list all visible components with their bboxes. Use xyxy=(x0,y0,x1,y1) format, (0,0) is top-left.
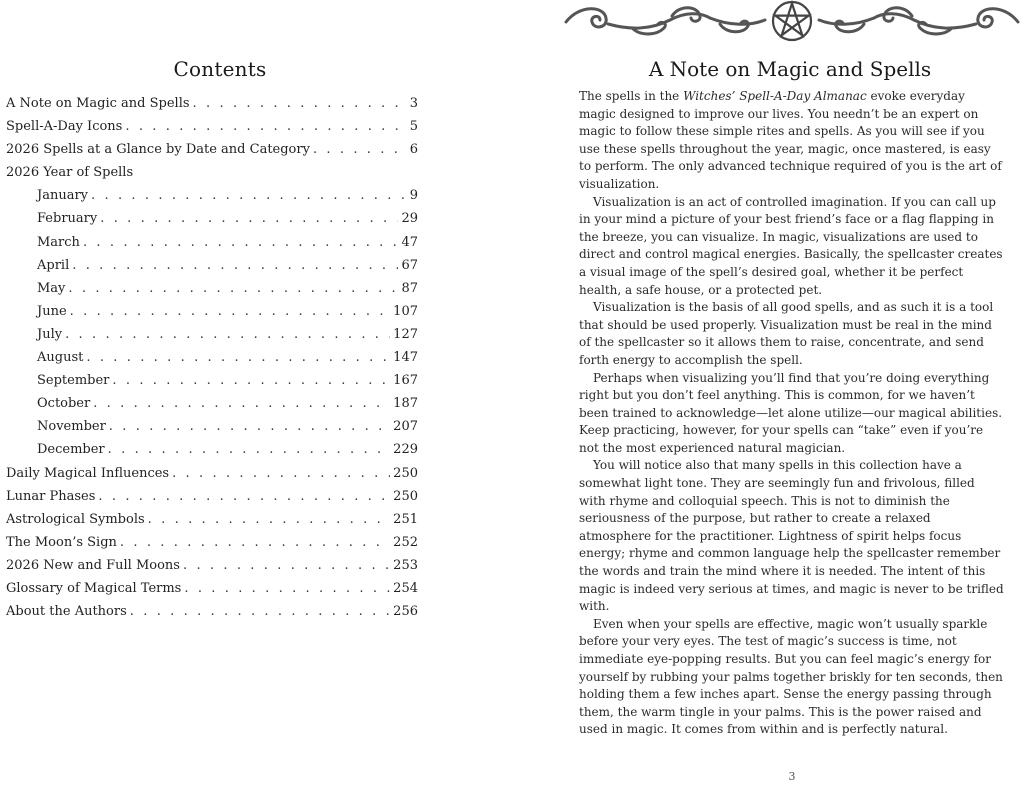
toc-entry xyxy=(6,392,418,415)
toc-entry-label: Lunar Phases xyxy=(6,488,96,504)
note-body xyxy=(579,88,1005,739)
toc-entry-page: 253 xyxy=(393,557,418,573)
toc-entry xyxy=(6,577,418,600)
toc-entry-page: 127 xyxy=(393,326,418,342)
toc-entry-page: 252 xyxy=(393,534,418,550)
toc-dot-leader xyxy=(112,369,390,392)
book-title-italic: Witches’ Spell-A-Day Almanac xyxy=(683,89,867,103)
toc-entry-label: June xyxy=(37,303,67,319)
toc-entry-label: Glossary of Magical Terms xyxy=(6,580,182,596)
toc-entry xyxy=(6,415,418,438)
toc-entry xyxy=(6,254,418,277)
toc-entry-page: 6 xyxy=(409,142,418,158)
toc-entry-page: 3 xyxy=(409,96,418,111)
pentacle-scroll-ornament-icon xyxy=(560,0,1024,48)
toc-dot-leader xyxy=(130,600,390,623)
toc-entry xyxy=(6,462,418,485)
paragraph: You will notice also that many spells in this collection have a somewhat light tone. They are seemingly fun and frivolous, filled with rhyme and colloquial speech. This is not to diminish the seriousness of the purpose, but rather to create a relaxed atmosphere for the practitioner. Lightness of spirit helps focus energy; rhyme and common language help the spellcaster remember the words and train the mind where it is needed. The intent of this magic is indeed very serious at times, and magic is never to be trifled with. xyxy=(579,458,1004,614)
toc-entry-label: 2026 New and Full Moons xyxy=(6,557,180,573)
paragraph: Perhaps when visualizing you’ll find that you’re doing everything right but you don’t feel anything. This is common, for we haven’t been trained to acknowledge—let alone utilize—our magical abilities. Keep practicing, however, for your spells can “take” even if you’re not the most experienced natural magician. xyxy=(579,370,1003,455)
toc-entry-label: April xyxy=(37,257,70,273)
toc-dot-leader xyxy=(93,392,390,415)
toc-dot-leader xyxy=(193,92,405,115)
toc-dot-leader xyxy=(120,531,390,554)
toc-entry-page: 9 xyxy=(409,188,418,204)
toc-dot-leader xyxy=(183,554,390,577)
toc-dot-leader xyxy=(65,323,390,346)
toc-entry xyxy=(6,485,418,508)
paragraph xyxy=(579,88,1005,194)
toc-entry xyxy=(6,207,418,230)
toc-entry-page: 250 xyxy=(393,488,418,504)
toc-entry-label: August xyxy=(37,350,84,366)
toc-dot-leader xyxy=(91,184,405,207)
contents-page xyxy=(0,0,440,786)
paragraph: Even when your spells are effective, magic won’t usually sparkle before your very eyes. The test of magic’s success is time, not immediate eye-popping results. But you can feel magic’s energy for yourself by rubbing your palms together briskly for ten seconds, then holding them a few inches apart. Sense the energy passing through them, the warm tingle in your palms. This is the power raised and used in magic. It comes from within and is perfectly natural. xyxy=(579,616,1003,737)
toc-entry-page: 167 xyxy=(393,373,418,389)
toc-entry-label: The Moon’s Sign xyxy=(6,534,117,550)
contents-title: Contents xyxy=(173,57,267,81)
toc-entry-label: October xyxy=(37,396,91,412)
toc-entry-page: 87 xyxy=(401,280,418,296)
toc-entry-page: 29 xyxy=(401,211,418,227)
toc-entry xyxy=(6,277,418,300)
toc-entry-page: 251 xyxy=(393,511,418,527)
toc-dot-leader xyxy=(100,207,398,230)
toc-entry-label: Spell-A-Day Icons xyxy=(6,119,123,135)
paragraph: Visualization is the basis of all good spells, and as such it is a tool that should be used properly. Visualization must be real in the mind of the spellcaster so it allows them to raise, concentrate, and send forth energy to accomplish the spell. xyxy=(579,300,994,367)
note-title: A Note on Magic and Spells xyxy=(648,57,932,81)
paragraph: Visualization is an act of controlled imagination. If you can call up in your mind a picture of your best friend’s face or a flag flapping in the breeze, you can visualize. In magic, visualizations are used to direct and control magical energies. Basically, the spellcaster creates a visual image of the spell’s desired goal, whether it be perfect health, a safe house, or a protected pet. xyxy=(579,194,1003,297)
toc-dot-leader xyxy=(108,438,391,461)
toc-entry xyxy=(6,300,418,323)
toc-entry xyxy=(6,115,418,138)
toc-dot-leader xyxy=(148,508,391,531)
toc-entry-page: 107 xyxy=(393,303,418,319)
toc-entry xyxy=(6,531,418,554)
toc-entry xyxy=(6,161,418,184)
note-page xyxy=(560,0,1024,786)
toc-dot-leader xyxy=(184,577,390,600)
toc-entry-label: Astrological Symbols xyxy=(6,511,145,527)
paragraph-text: The spells in the xyxy=(579,89,684,103)
toc-dot-leader xyxy=(72,254,398,277)
toc-entry-label: December xyxy=(37,442,105,458)
toc-entry xyxy=(6,184,418,207)
toc-dot-leader xyxy=(70,300,391,323)
toc-entry-page: 5 xyxy=(409,119,418,135)
toc-entry xyxy=(6,508,418,531)
toc-entry xyxy=(6,92,418,115)
toc-entry-label: November xyxy=(37,419,106,435)
toc-entry-page: 147 xyxy=(393,350,418,366)
toc-entry xyxy=(6,138,418,161)
toc-entry-label: May xyxy=(37,280,66,296)
toc-entry-page: 254 xyxy=(393,580,418,596)
toc-entry xyxy=(6,554,418,577)
toc-entry-label: February xyxy=(37,211,98,227)
toc-dot-leader xyxy=(313,138,405,161)
toc-entry-page: 187 xyxy=(393,396,418,412)
toc-entry xyxy=(6,369,418,392)
toc-entry xyxy=(6,231,418,254)
toc-entry-label: September xyxy=(37,373,110,389)
page-number: 3 xyxy=(788,770,796,783)
toc-entry-label: Daily Magical Influences xyxy=(6,465,170,481)
toc-dot-leader xyxy=(83,231,399,254)
toc-dot-leader xyxy=(109,415,390,438)
toc-entry-page: 67 xyxy=(401,257,418,273)
paragraph-text: evoke everyday magic designed to improve our lives. You needn’t be an expert on magic to follow these simple rites and spells. As you will see if you use these spells throughout the year, magic, once mastered, is easy to perform. The only advanced technique required of you is the art of visualization. xyxy=(579,89,1002,191)
toc-dot-leader xyxy=(86,346,390,369)
toc-entry-label: July xyxy=(37,326,63,342)
toc-entry-label: January xyxy=(37,188,89,204)
toc-entry xyxy=(6,600,418,623)
toc-dot-leader xyxy=(68,277,398,300)
toc-entry-label: 2026 Year of Spells xyxy=(6,165,134,181)
toc-entry-page: 207 xyxy=(393,419,418,435)
toc-entry xyxy=(6,323,418,346)
toc-entry-label: About the Authors xyxy=(6,604,127,620)
table-of-contents xyxy=(6,92,418,623)
toc-entry-page: 229 xyxy=(393,442,418,458)
toc-entry-page: 256 xyxy=(393,604,418,620)
toc-entry xyxy=(6,346,418,369)
toc-entry xyxy=(6,438,418,461)
toc-dot-leader xyxy=(125,115,405,138)
toc-entry-label: A Note on Magic and Spells xyxy=(6,96,190,111)
toc-entry-label: 2026 Spells at a Glance by Date and Category xyxy=(6,142,310,158)
toc-entry-page: 47 xyxy=(401,234,418,250)
toc-entry-page: 250 xyxy=(393,465,418,481)
toc-entry-label: March xyxy=(37,234,80,250)
toc-dot-leader xyxy=(172,462,390,485)
toc-dot-leader xyxy=(98,485,390,508)
